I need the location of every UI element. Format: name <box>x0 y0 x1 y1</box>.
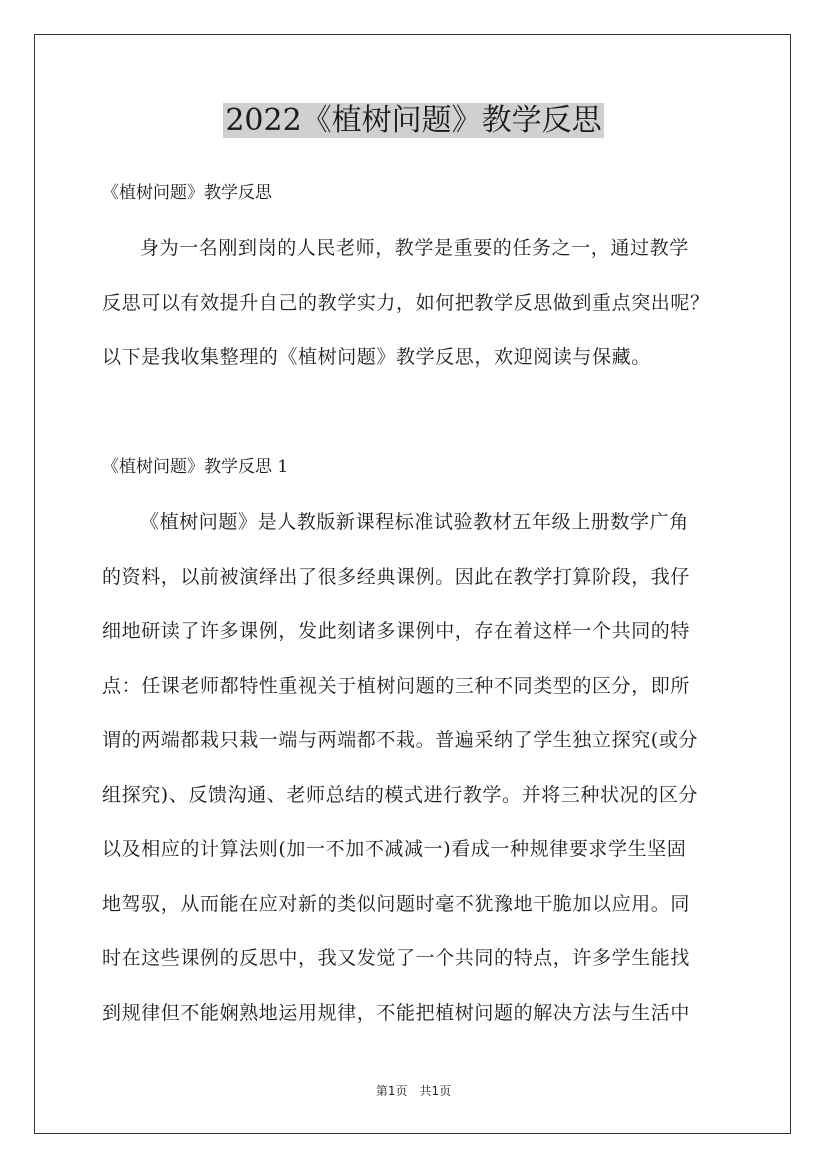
section-line: 的资料，以前被演绎出了很多经典课例。因此在教学打算阶段，我仔 <box>102 565 691 588</box>
section-text <box>102 495 732 1040</box>
document-title <box>0 98 827 144</box>
page-number-total: 共1页 <box>419 1084 452 1098</box>
document-title-text: 2022《植树问题》教学反思 <box>225 103 602 138</box>
intro-line: 以下是我收集整理的《植树问题》教学反思，欢迎阅读与保藏。 <box>102 346 651 368</box>
page-number-current: 第1页 <box>375 1084 408 1098</box>
intro-text <box>102 221 732 385</box>
intro-line: 身为一名刚到岗的人民老师，教学是重要的任务之一，通过教学 <box>140 237 689 259</box>
section-line: 细地研读了许多课例，发此刻诸多课例中，存在着这样一个共同的特 <box>102 620 691 642</box>
section-line: 组探究)、反馈沟通、老师总结的模式进行教学。并将三种状况的区分 <box>102 783 699 806</box>
subtitle-block <box>102 178 732 208</box>
section-line: 谓的两端都栽只栽一端与两端都不栽。普遍采纳了学生独立探究(或分 <box>102 729 699 751</box>
section-line: 点：任课老师都特性重视关于植树问题的三种不同类型的区分，即所 <box>102 674 691 697</box>
section-heading-block <box>102 452 732 482</box>
section-line: 地驾驭，从而能在应对新的类似问题时毫不犹豫地干脆加以应用。同 <box>102 892 691 915</box>
section-line: 到规律但不能娴熟地运用规律，不能把植树问题的解决方法与生活中 <box>102 1001 691 1024</box>
section-line: 时在这些课例的反思中，我又发觉了一个共同的特点，许多学生能找 <box>102 947 691 969</box>
section-line: 以及相应的计算法则(加一不加不减减一)看成一种规律要求学生坚固 <box>102 838 687 860</box>
page-footer <box>0 1082 827 1099</box>
section-line: 《植树问题》是人教版新课程标准试验教材五年级上册数学广角 <box>140 511 689 533</box>
document-subtitle: 《植树问题》教学反思 <box>102 183 272 203</box>
section-paragraph <box>102 495 732 1040</box>
section-heading: 《植树问题》教学反思 1 <box>102 457 289 477</box>
intro-line: 反思可以有效提升自己的教学实力，如何把教学反思做到重点突出呢？ <box>102 291 710 314</box>
intro-paragraph <box>102 221 732 385</box>
